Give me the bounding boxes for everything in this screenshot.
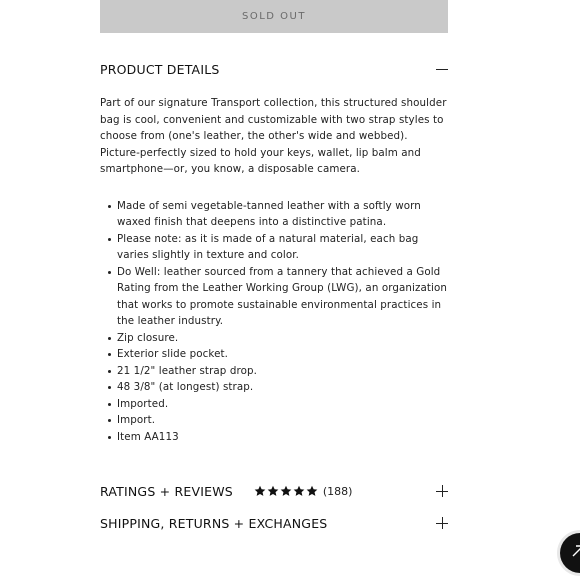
shipping-returns-title: SHIPPING, RETURNS + EXCHANGES [100, 515, 328, 531]
star-icon [254, 485, 266, 497]
arrow-up-icon [570, 543, 580, 559]
star-icon [267, 485, 279, 497]
plus-icon[interactable] [436, 517, 448, 529]
list-item: Please note: as it is made of a natural material, each bag varies slightly in texture and color. [117, 231, 448, 264]
product-description: Part of our signature Transport collection, this structured shoulder bag is cool, convenient and customizable with two strap styles to choose from (one's leather, the other's wide and webbed). Picture-perfectly sized to hold your keys, wallet, lip balm and smartphone—or, you know, a disposable camera. [100, 97, 447, 175]
star-icon [306, 485, 318, 497]
list-item: Imported. [117, 396, 448, 413]
minus-icon[interactable] [436, 63, 448, 75]
plus-icon[interactable] [436, 485, 448, 497]
star-icon [280, 485, 292, 497]
sold-out-button[interactable]: SOLD OUT [100, 0, 448, 33]
ratings-reviews-title: RATINGS + REVIEWS [100, 483, 233, 499]
ratings-reviews-header[interactable] [100, 481, 448, 501]
list-item: Exterior slide pocket. [117, 346, 448, 363]
list-item: Made of semi vegetable-tanned leather with a softly worn waxed finish that deepens into a distinctive patina. [117, 198, 448, 231]
product-info-panel [100, 0, 448, 533]
star-icon [293, 485, 305, 497]
review-count: (188) [322, 484, 353, 498]
feature-list [100, 198, 448, 446]
list-item: 48 3/8" (at longest) strap. [117, 379, 448, 396]
list-item: Import. [117, 412, 448, 429]
list-item: Do Well: leather sourced from a tannery that achieved a Gold Rating from the Leather Working Group (LWG), an organization that works to promote sustainable environmental practices in the leather industry. [117, 264, 448, 330]
scroll-to-top-button[interactable] [560, 533, 580, 573]
product-details-header[interactable] [100, 59, 448, 79]
list-item: 21 1/2" leather strap drop. [117, 363, 448, 380]
ratings-summary [100, 484, 352, 499]
list-item: Zip closure. [117, 330, 448, 347]
star-rating [254, 485, 318, 497]
list-item: Item AA113 [117, 429, 448, 446]
shipping-returns-header[interactable] [100, 513, 448, 533]
product-details-title: PRODUCT DETAILS [100, 61, 220, 77]
